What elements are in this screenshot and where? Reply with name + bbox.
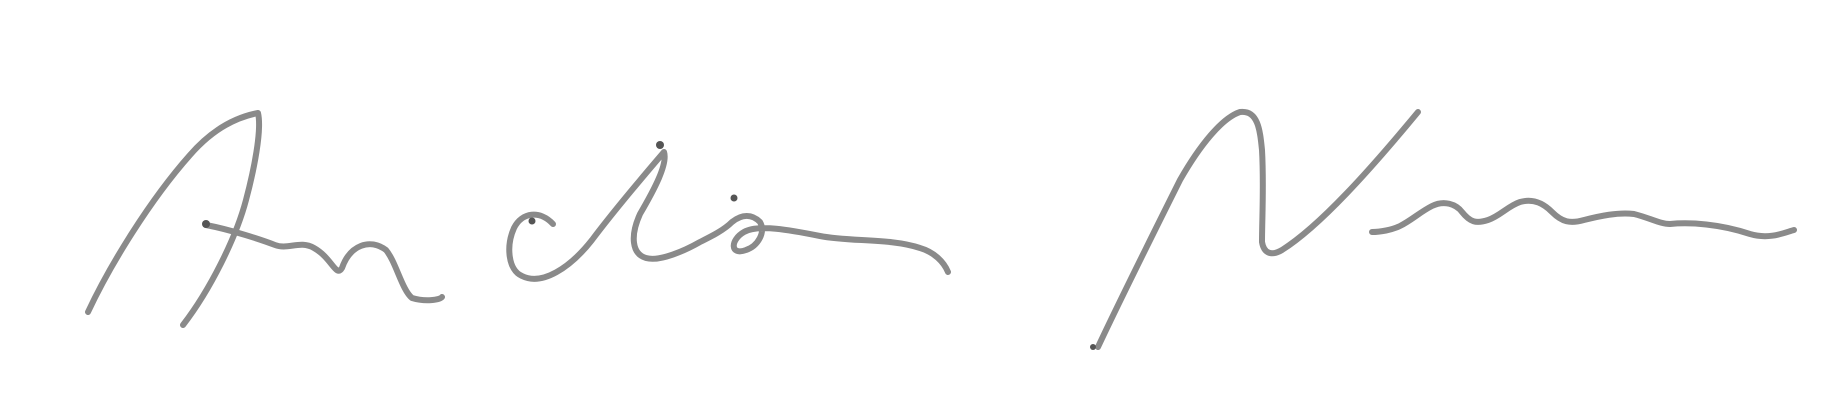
signature-stroke-4 xyxy=(1098,112,1418,347)
signature-stroke-2 xyxy=(206,225,442,300)
ink-dot-1 xyxy=(202,220,210,228)
signature-stroke-1 xyxy=(88,113,259,325)
signature-stroke-3 xyxy=(509,152,948,279)
ink-dot-4 xyxy=(731,195,738,202)
signature-strokes xyxy=(88,112,1794,347)
ink-dot-3 xyxy=(529,218,536,225)
ink-dot-5 xyxy=(1090,344,1096,350)
signature-stroke-5 xyxy=(1372,201,1794,236)
ink-dot-2 xyxy=(656,141,664,149)
